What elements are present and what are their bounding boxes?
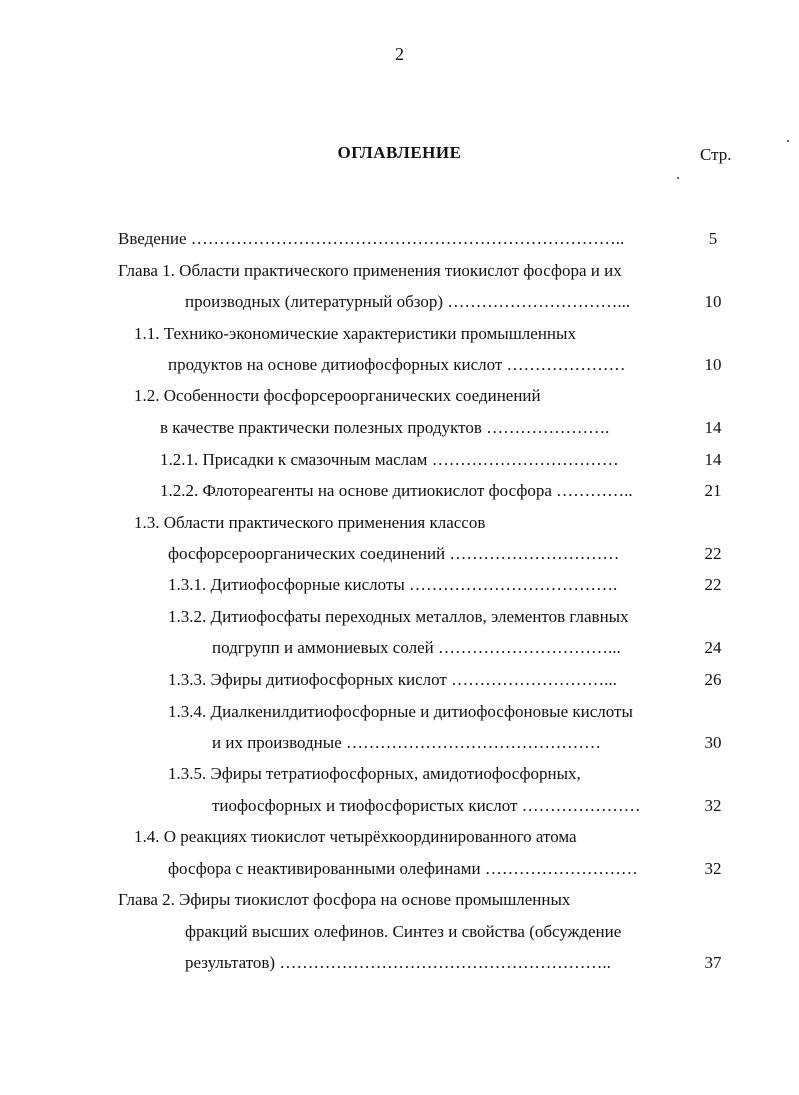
toc-entry-1-3-1: 1.3.1. Дитиофосфорные кислоты ……………………………….: [168, 575, 618, 594]
toc-entry-chapter-2-cont: фракций высших олефинов. Синтез и свойства (обсуждение: [185, 922, 622, 941]
toc-page-1-4: 32: [704, 859, 722, 878]
toc-page-1-3-1: 22: [704, 575, 722, 594]
page-number: 2: [395, 44, 404, 64]
page-column-header: Стр.: [700, 145, 732, 164]
scan-speck: [787, 140, 789, 142]
toc-entry-chapter-1: Глава 1. Области практического применения тиокислот фосфора и их: [118, 261, 622, 280]
toc-page-1-1: 10: [704, 355, 722, 374]
toc-entry-1-3-cont: фосфорсероорганических соединений …………………………: [168, 544, 620, 563]
toc-entry-1-4: 1.4. О реакциях тиокислот четырёхкоординированного атома: [134, 827, 577, 846]
toc-entry-1-3-2: 1.3.2. Дитиофосфаты переходных металлов, элементов главных: [168, 607, 629, 626]
toc-page-1-3-5: 32: [704, 796, 722, 815]
toc-entry-1-3-2-cont: подгрупп и аммониевых солей …………………………...: [212, 638, 621, 657]
toc-entry-1-3: 1.3. Области практического применения классов: [134, 513, 486, 532]
toc-entry-chapter-1-cont: производных (литературный обзор) …………………………...: [185, 292, 631, 311]
toc-entry-1-2-1: 1.2.1. Присадки к смазочным маслам ……………………………: [160, 450, 619, 469]
toc-entry-1-3-4: 1.3.4. Диалкенилдитиофосфорные и дитиофосфоновые кислоты: [168, 702, 633, 721]
toc-entry-1-4-cont: фосфора с неактивированными олефинами ………………………: [168, 859, 638, 878]
toc-entry-introduction: Введение …………………………………………………………………..: [118, 229, 625, 248]
toc-page-introduction: 5: [708, 229, 718, 248]
toc-entry-1-2-2: 1.2.2. Флотореагенты на основе дитиокислот фосфора …………..: [160, 481, 633, 500]
toc-entry-chapter-2: Глава 2. Эфиры тиокислот фосфора на основе промышленных: [118, 890, 571, 909]
toc-page-chapter-1: 10: [704, 292, 722, 311]
toc-entry-1-3-3: 1.3.3. Эфиры дитиофосфорных кислот ………………………...: [168, 670, 617, 689]
toc-entry-1-3-5-cont: тиофосфорных и тиофосфористых кислот …………………: [212, 796, 641, 815]
scan-speck: [677, 177, 679, 179]
toc-entry-1-2-cont: в качестве практически полезных продуктов ………………….: [160, 418, 610, 437]
toc-page-1-2-2: 21: [704, 481, 722, 500]
toc-entry-1-3-4-cont: и их производные ………………………………………: [212, 733, 601, 752]
toc-entry-1-2: 1.2. Особенности фосфорсероорганических соединений: [134, 386, 541, 405]
toc-title: ОГЛАВЛЕНИЕ: [337, 143, 462, 162]
toc-page-1-3: 22: [704, 544, 722, 563]
toc-entry-chapter-2-cont-2: результатов) …………………………………………………..: [185, 953, 611, 972]
toc-entry-1-1-cont: продуктов на основе дитиофосфорных кислот …………………: [168, 355, 626, 374]
toc-page-1-3-3: 26: [704, 670, 722, 689]
toc-entry-1-1: 1.1. Технико-экономические характеристики промышленных: [134, 324, 576, 343]
toc-page-1-3-4: 30: [704, 733, 722, 752]
toc-page-1-2: 14: [704, 418, 722, 437]
toc-page-1-3-2: 24: [704, 638, 722, 657]
toc-entry-1-3-5: 1.3.5. Эфиры тетратиофосфорных, амидотиофосфорных,: [168, 764, 581, 783]
toc-page-1-2-1: 14: [704, 450, 722, 469]
toc-page-chapter-2: 37: [704, 953, 722, 972]
